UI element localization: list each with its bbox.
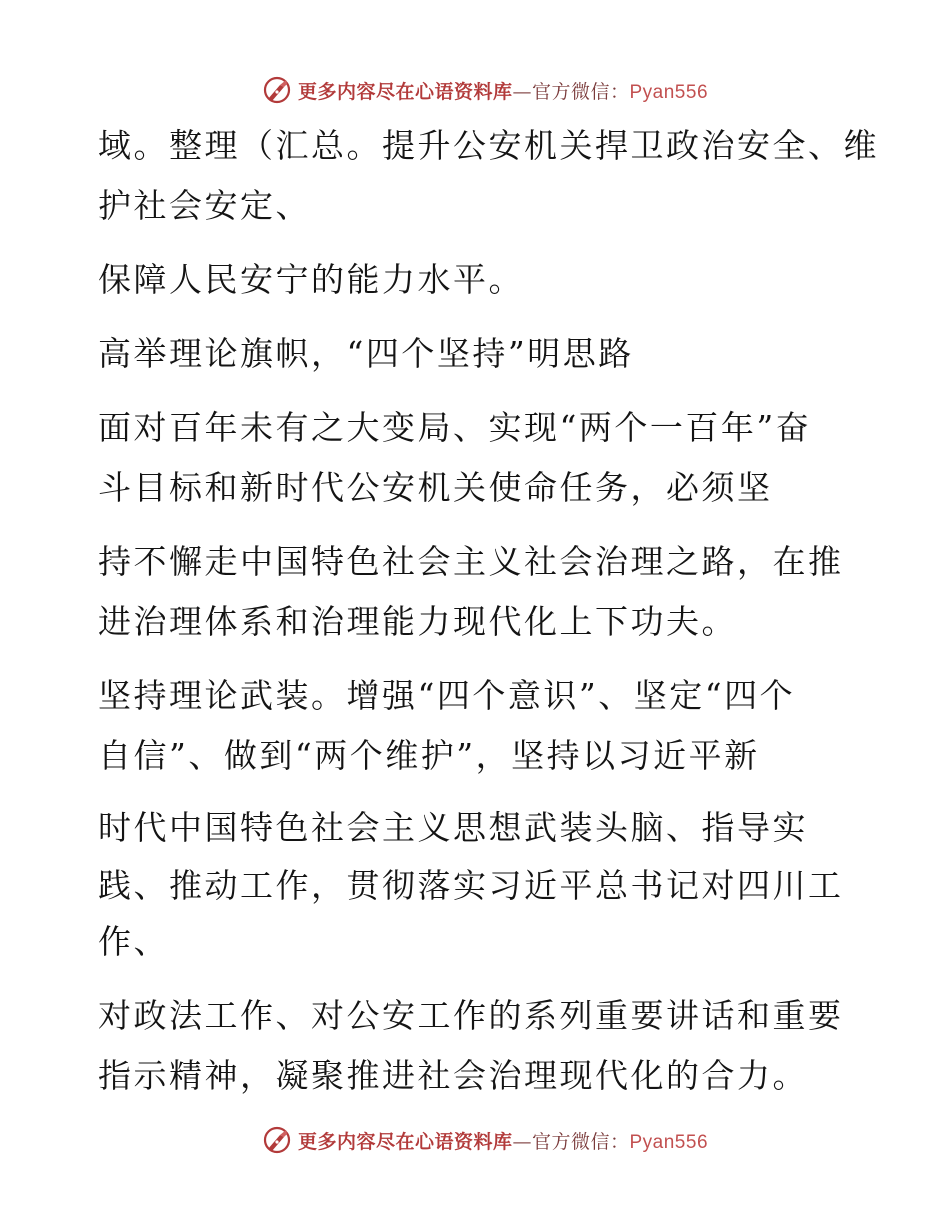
header-banner-text — [298, 77, 708, 104]
body-line: 作、 — [98, 922, 169, 961]
footer-banner-content — [262, 1125, 708, 1155]
header-banner-content — [262, 75, 708, 105]
body-line: 时代中国特色社会主义思想武装头脑、指导实 — [98, 808, 808, 847]
header-banner-main: 更多内容尽在心语资料库 — [297, 80, 513, 103]
header-banner-dash: — — [512, 80, 532, 103]
body-line: 面对百年未有之大变局、实现“两个一百年”奋 — [98, 408, 812, 447]
footer-banner-text — [298, 1127, 708, 1154]
body-line: 进治理体系和治理能力现代化上下功夫。 — [98, 602, 737, 641]
body-line: 保障人民安宁的能力水平。 — [98, 260, 524, 299]
body-line: 持不懈走中国特色社会主义社会治理之路，在推 — [98, 542, 844, 581]
body-line: 域。整理（汇总。提升公安机关捍卫政治安全、维 — [98, 126, 879, 165]
body-line: 高举理论旗帜，“四个坚持”明思路 — [98, 334, 634, 373]
pen-nib-logo-icon — [262, 75, 292, 105]
body-line: 践、推动工作，贯彻落实习近平总书记对四川工 — [98, 866, 844, 905]
body-line: 坚持理论武装。增强“四个意识”、坚定“四个 — [98, 676, 796, 715]
body-line: 自信”、做到“两个维护”，坚持以习近平新 — [98, 736, 760, 775]
body-line: 指示精神，凝聚推进社会治理现代化的合力。 — [98, 1056, 808, 1095]
body-line: 斗目标和新时代公安机关使命任务，必须坚 — [98, 468, 773, 507]
header-banner — [0, 72, 950, 108]
header-banner-wechat-label: 官方微信： — [531, 80, 630, 103]
footer-banner-wechat-id: Pyan556 — [629, 1131, 709, 1153]
footer-banner-dash: — — [512, 1130, 532, 1153]
footer-banner-main: 更多内容尽在心语资料库 — [297, 1130, 513, 1153]
footer-banner — [0, 1122, 950, 1158]
header-banner-wechat-id: Pyan556 — [629, 81, 709, 103]
body-line: 对政法工作、对公安工作的系列重要讲话和重要 — [98, 996, 844, 1035]
footer-banner-wechat-label: 官方微信： — [531, 1130, 630, 1153]
pen-nib-logo-icon — [262, 1125, 292, 1155]
body-line: 护社会安定、 — [98, 186, 311, 225]
